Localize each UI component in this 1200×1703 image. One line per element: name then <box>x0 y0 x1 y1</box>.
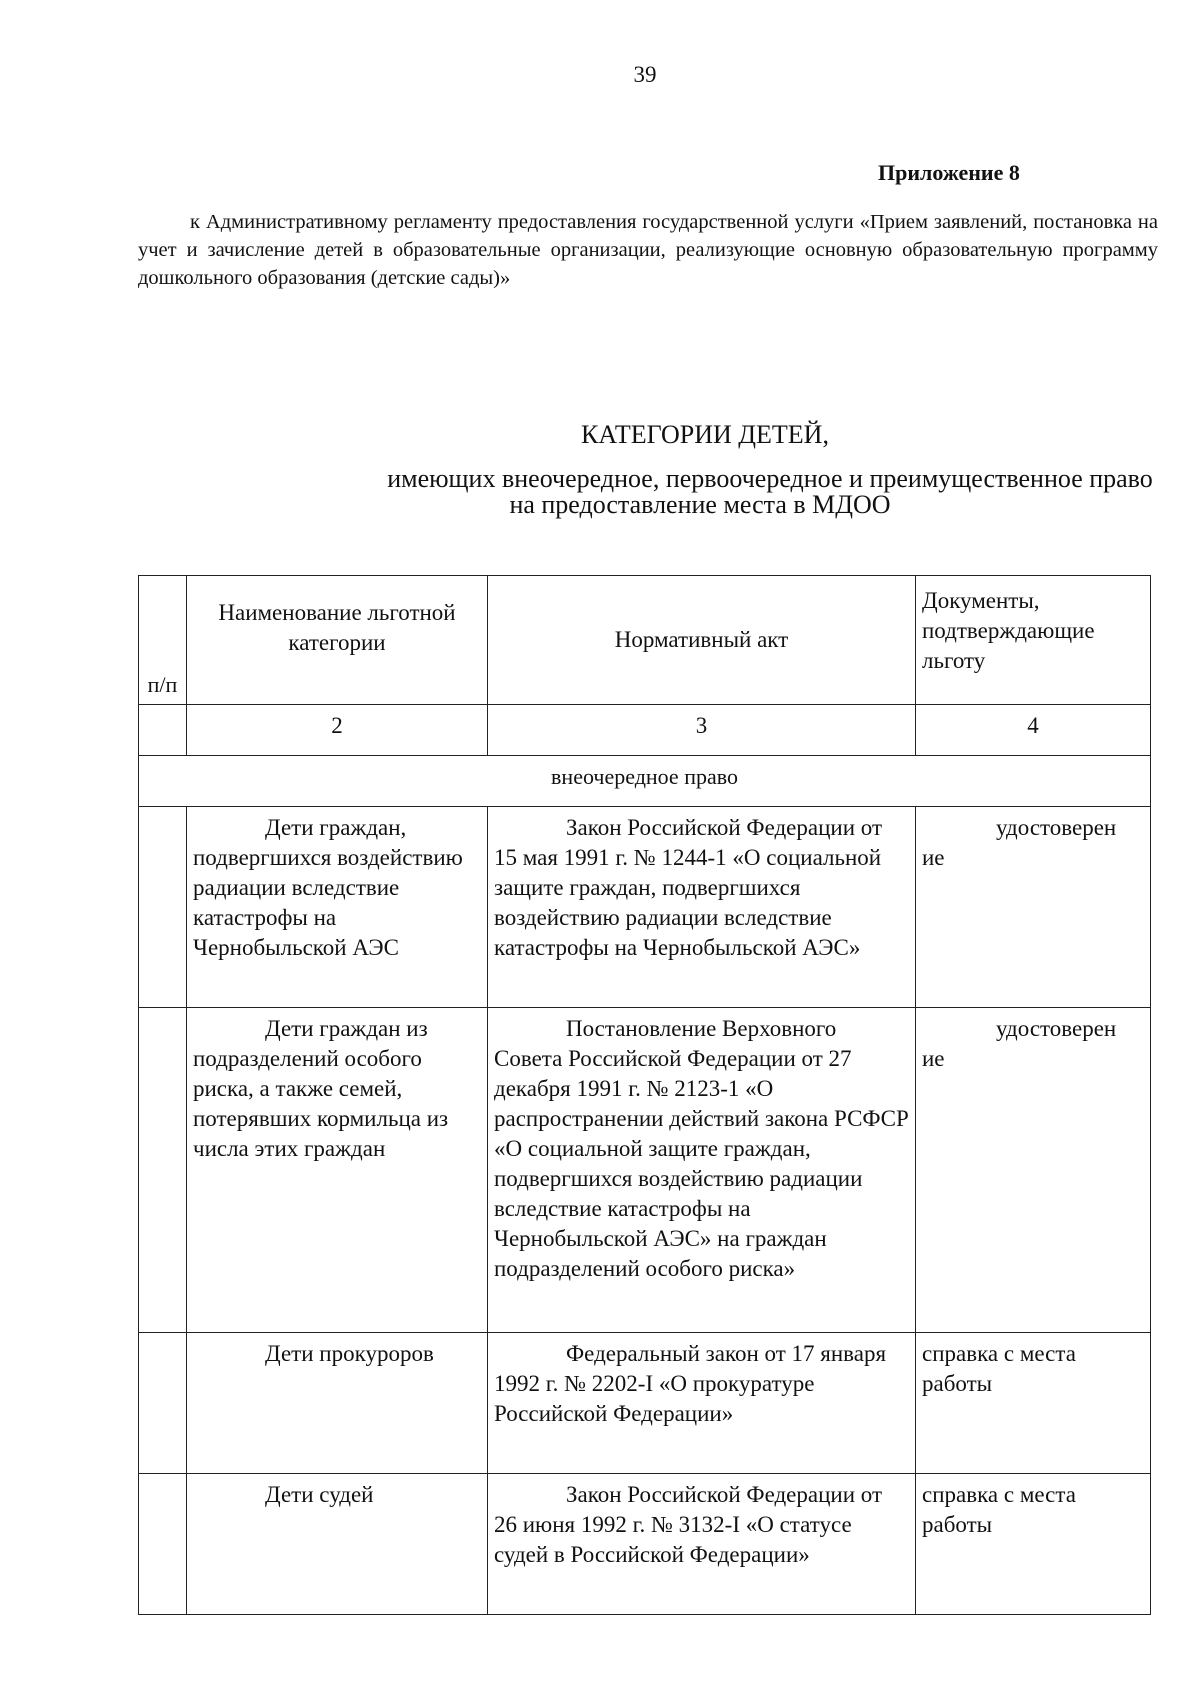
table-row <box>139 1008 1151 1333</box>
header-number: п/п <box>139 576 187 705</box>
row-documents-part2: ие <box>922 1046 945 1071</box>
row-number <box>139 1008 187 1333</box>
document-heading <box>0 420 1200 520</box>
page-number: 39 <box>633 62 657 87</box>
row-normative-act: Закон Российской Федерации от 26 июня 1992 г. № 3132-I «О статусе судей в Российской Федерации» <box>488 1474 916 1615</box>
heading-title: КАТЕГОРИИ ДЕТЕЙ, <box>581 420 829 449</box>
section-row <box>139 756 1151 807</box>
table-row <box>139 807 1151 1008</box>
row-documents <box>916 807 1151 1008</box>
row-documents: справка с места работы <box>916 1474 1151 1615</box>
row-number <box>139 1474 187 1615</box>
column-number-4: 4 <box>916 705 1151 756</box>
table-row <box>139 1333 1151 1474</box>
appendix-title: Приложение 8 <box>878 160 1020 185</box>
row-documents: справка с места работы <box>916 1333 1151 1474</box>
table-header-row <box>139 576 1151 705</box>
column-number-2: 2 <box>187 705 488 756</box>
row-documents-part1: удостоверен <box>996 1016 1117 1041</box>
row-category: Дети судей <box>187 1474 488 1615</box>
column-numbers-row <box>139 705 1151 756</box>
column-number-1 <box>139 705 187 756</box>
header-category-name: Наименование льготной категории <box>187 576 488 705</box>
header-normative-act: Нормативный акт <box>488 576 916 705</box>
row-category: Дети прокуроров <box>187 1333 488 1474</box>
section-title: внеочередное право <box>139 756 1151 807</box>
row-normative-act: Постановление Верховного Совета Российской Федерации от 27 декабря 1991 г. № 2123-1 «О распространении действий закона РСФСР «О социальной защите граждан, подвергшихся воздействию радиации вследствие катастрофы на Чернобыльской АЭС» на граждан подразделений особого риска» <box>488 1008 916 1333</box>
row-normative-act: Федеральный закон от 17 января 1992 г. № 2202-I «О прокуратуре Российской Федерации» <box>488 1333 916 1474</box>
row-number <box>139 1333 187 1474</box>
row-documents-part2: ие <box>922 845 945 870</box>
row-category: Дети граждан, подвергшихся воздействию радиации вследствие катастрофы на Чернобыльской АЭС <box>187 807 488 1008</box>
appendix-reference-text: к Административному регламенту предоставления государственной услуги «Прием заявлений, постановка на учет и зачисление детей в образовательные организации, реализующие основную образовательную программу дошкольного образования (детские сады)» <box>138 211 1158 289</box>
table-row <box>139 1474 1151 1615</box>
row-category: Дети граждан из подразделений особого риска, а также семей, потерявших кормильца из числа этих граждан <box>187 1008 488 1333</box>
heading-subtitle-line2: на предоставление места в МДОО <box>509 490 891 519</box>
header-documents: Документы, подтверждающие льготу <box>916 576 1151 705</box>
benefit-categories-table <box>138 575 1151 1615</box>
row-normative-act: Закон Российской Федерации от 15 мая 1991 г. № 1244-1 «О социальной защите граждан, подвергшихся воздействию радиации вследствие катастрофы на Чернобыльской АЭС» <box>488 807 916 1008</box>
heading-subtitle-line1: имеющих внеочередное, первоочередное и преимущественное право <box>387 464 1153 493</box>
row-number <box>139 807 187 1008</box>
column-number-3: 3 <box>488 705 916 756</box>
row-documents-part1: удостоверен <box>996 815 1117 840</box>
row-documents <box>916 1008 1151 1333</box>
